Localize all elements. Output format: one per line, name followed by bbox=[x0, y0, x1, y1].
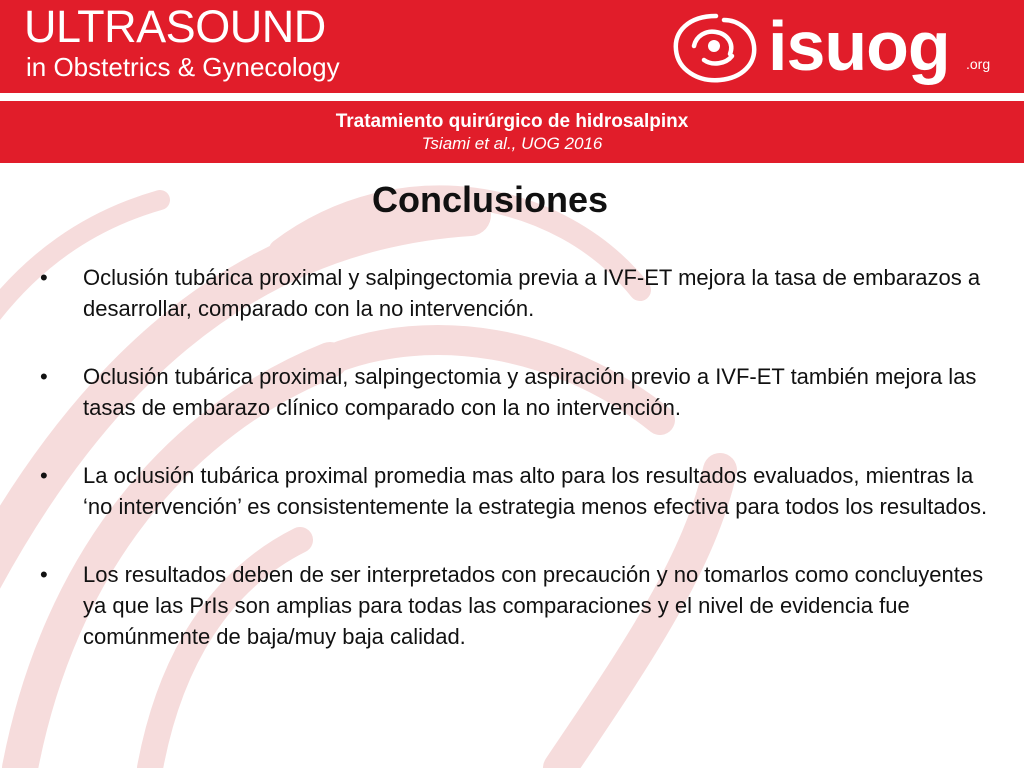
topic-title: Tratamiento quirúrgico de hidrosalpinx bbox=[335, 111, 689, 132]
topic-banner bbox=[0, 101, 1024, 163]
journal-header bbox=[0, 0, 1024, 93]
journal-subtitle: in Obstetrics & Gynecology bbox=[26, 52, 340, 82]
bullet-text: Los resultados deben de ser interpretados con precaución y no tomarlos como concluyentes ya que las PrIs son amplias para todas las comparaciones y el nivel de evidencia fue comúnmente de baja/muy baja calidad. bbox=[83, 562, 984, 649]
journal-title: ULTRASOUND bbox=[24, 1, 326, 52]
isuog-logo bbox=[668, 4, 1008, 90]
isuog-emblem-icon bbox=[668, 10, 764, 86]
conclusions-list bbox=[40, 262, 990, 689]
list-item bbox=[40, 262, 990, 324]
bullet-marker: • bbox=[40, 562, 48, 587]
bullet-marker: • bbox=[40, 265, 48, 290]
list-item bbox=[40, 361, 990, 423]
list-item bbox=[40, 460, 990, 522]
bullet-marker: • bbox=[40, 463, 48, 488]
logo-suffix: .org bbox=[966, 56, 991, 72]
header-separator bbox=[0, 93, 1024, 97]
bullet-text: Oclusión tubárica proximal y salpingectomia previa a IVF-ET mejora la tasa de embarazos a desarrollar, comparado con la no intervención. bbox=[83, 265, 981, 321]
bullet-marker: • bbox=[40, 364, 48, 389]
logo-text: isuog bbox=[768, 7, 950, 85]
bullet-text: Oclusión tubárica proximal, salpingectomia y aspiración previo a IVF-ET también mejora las tasas de embarazo clínico comparado con la no intervención. bbox=[83, 364, 977, 420]
slide-title: Conclusiones bbox=[371, 179, 609, 220]
list-item bbox=[40, 559, 990, 652]
bullet-text: La oclusión tubárica proximal promedia mas alto para los resultados evaluados, mientras la ‘no intervención’ es consistentemente la estrategia menos efectiva para todos los resultados. bbox=[83, 463, 988, 519]
citation: Tsiami et al., UOG 2016 bbox=[421, 134, 603, 153]
